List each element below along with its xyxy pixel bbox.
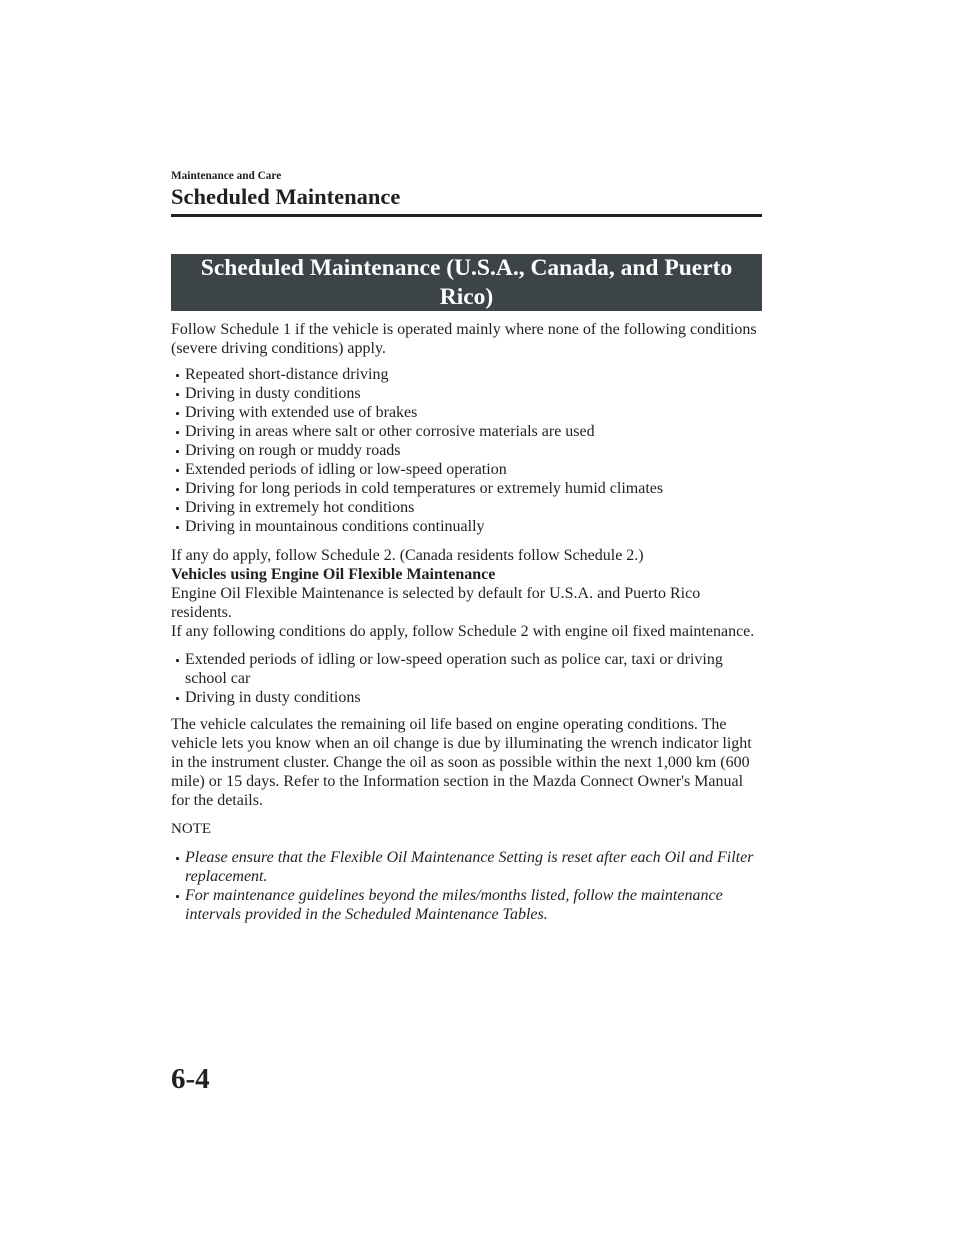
oil-life-paragraph: The vehicle calculates the remaining oil life based on engine operating conditions. The vehicle lets you know when an oil change is due by illuminating the wrench indicator light in the instrument cluster. Change the oil as soon as possible within the next 1,000 km (600 mile) or 15 days. Refer to the Information section in the Mazda Connect Owner's Manual for the details. <box>171 716 752 809</box>
list-item: Driving with extended use of brakes <box>171 403 811 422</box>
page-number: 6-4 <box>171 1063 210 1095</box>
list-item: Driving in mountainous conditions continually <box>171 517 811 536</box>
flexible-fixed-text: If any following conditions do apply, follow Schedule 2 with engine oil fixed maintenance. <box>171 623 755 640</box>
section-banner <box>171 254 762 311</box>
list-item: Driving on rough or muddy roads <box>171 441 811 460</box>
note-item: Please ensure that the Flexible Oil Maintenance Setting is reset after each Oil and Filter replacement. <box>171 848 811 886</box>
section-banner-title: Scheduled Maintenance (U.S.A., Canada, and Puerto Rico) <box>200 255 733 310</box>
list-item: Driving in dusty conditions <box>171 688 811 707</box>
note-label: NOTE <box>171 821 211 837</box>
flexible-maintenance-heading: Vehicles using Engine Oil Flexible Maintenance <box>171 566 496 583</box>
running-header-section: Maintenance and Care <box>171 170 282 182</box>
list-item: Repeated short-distance driving <box>171 365 811 384</box>
list-item: Driving for long periods in cold temperatures or extremely humid climates <box>171 479 811 498</box>
list-item: Extended periods of idling or low-speed operation such as police car, taxi or driving school car <box>171 650 811 688</box>
flexible-default-text: Engine Oil Flexible Maintenance is selected by default for U.S.A. and Puerto Rico residents. <box>171 585 701 621</box>
list-item: Extended periods of idling or low-speed operation <box>171 460 811 479</box>
severe-conditions-list <box>171 365 811 536</box>
page-content <box>171 320 811 924</box>
note-list <box>171 848 811 924</box>
schedule-2-note: If any do apply, follow Schedule 2. (Canada residents follow Schedule 2.) <box>171 547 644 564</box>
intro-paragraph: Follow Schedule 1 if the vehicle is operated mainly where none of the following conditions (severe driving conditions) apply. <box>171 321 757 357</box>
title-rule <box>171 214 762 217</box>
list-item: Driving in dusty conditions <box>171 384 811 403</box>
fixed-maintenance-conditions-list <box>171 650 811 707</box>
note-item: For maintenance guidelines beyond the miles/months listed, follow the maintenance intervals provided in the Scheduled Maintenance Tables. <box>171 886 811 924</box>
page-title: Scheduled Maintenance <box>171 184 401 209</box>
list-item: Driving in extremely hot conditions <box>171 498 811 517</box>
list-item: Driving in areas where salt or other corrosive materials are used <box>171 422 811 441</box>
